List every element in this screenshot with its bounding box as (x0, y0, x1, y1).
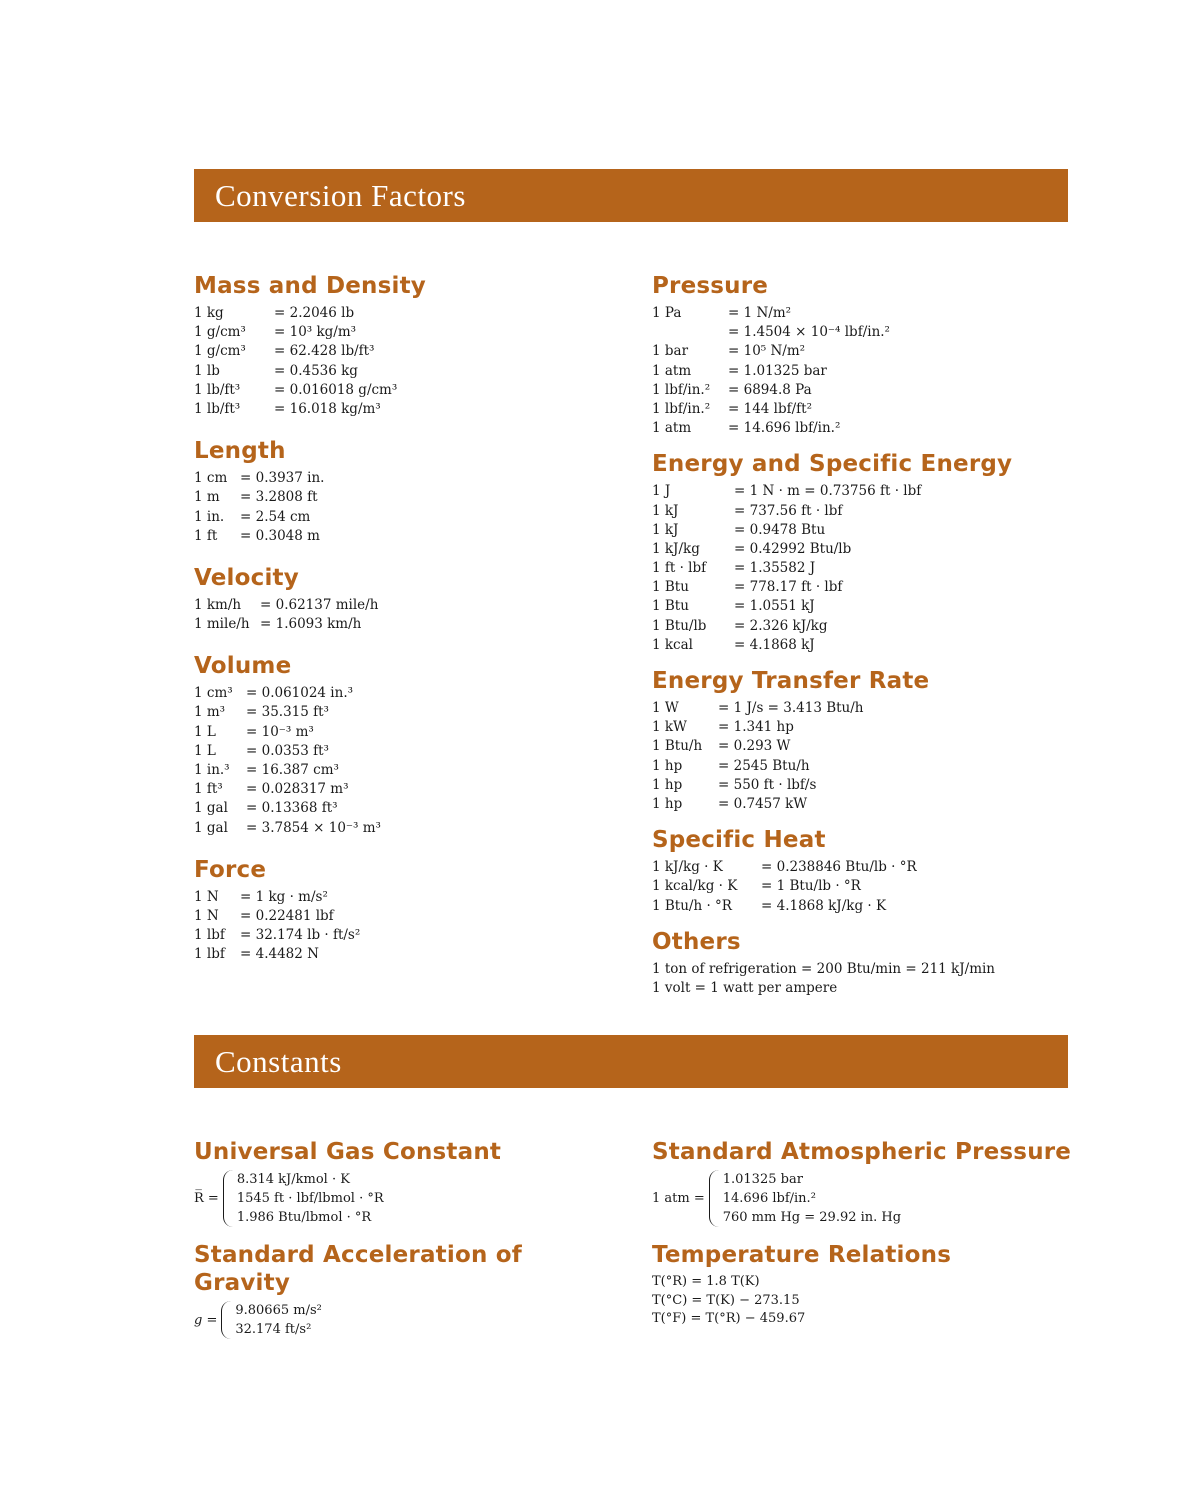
unit-value: = 32.174 lb · ft/s² (240, 927, 361, 944)
unit-label: 1 g/cm³ (194, 324, 246, 341)
gas-constant-value: 1.986 Btu/lbmol · °R (236, 1210, 372, 1225)
unit-label: 1 kJ/kg (652, 540, 700, 557)
conversion-rows (652, 699, 1072, 814)
brace-icon (223, 1170, 234, 1227)
unit-value: = 0.62137 mile/h (260, 596, 379, 613)
section-title: Force (194, 856, 267, 883)
atm-value: 1.01325 bar (722, 1172, 803, 1187)
gravity-values (194, 1301, 624, 1339)
unit-value: = 0.4536 kg (274, 362, 358, 379)
section-title: Energy and Specific Energy (652, 451, 1013, 478)
unit-value: = 6894.8 Pa (728, 381, 812, 398)
unit-label: 1 ft³ (194, 781, 223, 798)
section-title: Universal Gas Constant (194, 1139, 502, 1165)
unit-label: 1 Btu/h (652, 738, 703, 755)
unit-value: = 0.028317 m³ (246, 781, 349, 798)
unit-value: = 10⁵ N/m² (728, 343, 806, 360)
unit-value: = 14.696 lbf/in.² (728, 420, 841, 437)
unit-value: = 0.22481 lbf (240, 907, 334, 924)
unit-value: = 1.341 hp (718, 719, 794, 736)
unit-value: = 778.17 ft · lbf (734, 579, 843, 596)
unit-value: = 550 ft · lbf/s (718, 776, 817, 793)
unit-value: = 1.35582 J (734, 560, 816, 577)
unit-label: 1 lbf (194, 946, 225, 963)
pressure-section (652, 272, 1072, 438)
unit-label: 1 W (652, 700, 679, 716)
unit-label: 1 atm (652, 362, 692, 379)
section-title: Volume (194, 653, 292, 680)
mass-density-section (194, 272, 624, 419)
unit-label: 1 in. (194, 508, 225, 525)
brace-icon (709, 1170, 720, 1227)
unit-label: 1 J (652, 483, 671, 500)
unit-label: 1 lb/ft³ (194, 400, 241, 417)
section-title: Length (194, 438, 286, 465)
gas-constant-symbol: R̅ = (194, 1191, 219, 1206)
temperature-lines (652, 1273, 1072, 1329)
unit-label: 1 kcal (652, 636, 693, 653)
gas-constant-value: 8.314 kJ/kmol · K (236, 1172, 350, 1187)
section-title: Standard Acceleration of Gravity (194, 1242, 522, 1296)
unit-label: 1 gal (194, 800, 228, 817)
length-section (194, 437, 624, 546)
unit-value: = 0.293 W (718, 738, 791, 755)
unit-value: = 62.428 lb/ft³ (274, 343, 375, 360)
unit-value: = 737.56 ft · lbf (734, 502, 843, 519)
gravity-value: 9.80665 m/s² (235, 1303, 322, 1318)
atm-value: 14.696 lbf/in.² (722, 1191, 816, 1206)
volume-section (194, 652, 624, 838)
unit-label: 1 lb (194, 362, 220, 379)
force-section (194, 856, 624, 965)
brace-icon (221, 1301, 232, 1339)
unit-label: 1 m (194, 489, 220, 506)
unit-value: = 4.1868 kJ (734, 636, 815, 653)
unit-label: 1 Pa (652, 305, 682, 321)
unit-value: = 0.13368 ft³ (246, 800, 338, 817)
unit-value: = 16.018 kg/m³ (274, 400, 381, 417)
conversion-rows (194, 469, 624, 546)
unit-label: 1 kg (194, 305, 224, 321)
conversion-rows (194, 684, 624, 838)
gravity-symbol: g = (194, 1312, 218, 1328)
unit-value: = 0.016018 g/cm³ (274, 381, 398, 398)
unit-label: 1 ft · lbf (652, 560, 707, 577)
unit-value: = 2.2046 lb (274, 305, 355, 321)
gravity-value: 32.174 ft/s² (235, 1322, 312, 1337)
gas-constant-value: 1545 ft · lbf/lbmol · °R (236, 1191, 384, 1206)
temperature-relations-section (652, 1241, 1072, 1329)
velocity-section (194, 564, 624, 634)
section-title: Energy Transfer Rate (652, 668, 930, 694)
unit-label: 1 m³ (194, 704, 226, 721)
constants-left-column (194, 1138, 624, 1357)
unit-value: = 1 N · m = 0.73756 ft · lbf (734, 483, 922, 500)
unit-value: = 1 N/m² (728, 305, 792, 321)
unit-label: 1 hp (652, 795, 683, 812)
unit-label: 1 lbf (194, 927, 225, 944)
conversion-rows (652, 858, 1072, 916)
unit-label: 1 g/cm³ (194, 343, 246, 360)
conversion-rows (194, 304, 624, 419)
unit-label: 1 bar (652, 343, 689, 360)
unit-label: 1 in.³ (194, 762, 230, 778)
unit-label: 1 kJ (652, 502, 679, 519)
conversion-rows (652, 482, 1072, 655)
temperature-line: T(°R) = 1.8 T(K) (652, 1274, 760, 1289)
unit-label: 1 Btu (652, 579, 689, 596)
unit-label: 1 L (194, 723, 216, 740)
unit-value: = 0.061024 in.³ (246, 685, 354, 702)
atmospheric-pressure-section (652, 1138, 1072, 1227)
others-lines (652, 960, 1072, 1000)
atm-value: 760 mm Hg = 29.92 in. Hg (722, 1210, 902, 1225)
unit-label: 1 Btu (652, 598, 689, 615)
unit-label: 1 mile/h (194, 616, 250, 633)
unit-value: = 4.4482 N (240, 946, 319, 963)
unit-value: = 1.4504 × 10⁻⁴ lbf/in.² (728, 324, 890, 341)
unit-label: 1 cm³ (194, 685, 233, 702)
right-column (652, 272, 1072, 1017)
unit-label: 1 lb/ft³ (194, 381, 241, 398)
unit-label: 1 N (194, 907, 219, 924)
section-title: Velocity (194, 564, 299, 591)
others-line: 1 volt = 1 watt per ampere (652, 980, 838, 997)
unit-label: 1 atm (652, 420, 692, 437)
unit-value: = 10³ kg/m³ (274, 324, 357, 341)
unit-label: 1 kcal/kg · K (652, 878, 738, 895)
unit-value: = 144 lbf/ft² (728, 400, 812, 417)
unit-value: = 0.42992 Btu/lb (734, 540, 852, 557)
gravity-section (194, 1241, 624, 1339)
specific-heat-section (652, 826, 1072, 916)
conversion-rows (194, 596, 624, 634)
unit-label: 1 hp (652, 757, 683, 774)
atm-label: 1 atm = (652, 1191, 705, 1206)
unit-value: = 1 kg · m/s² (240, 888, 328, 905)
unit-value: = 0.9478 Btu (734, 521, 826, 538)
universal-gas-constant-section (194, 1138, 624, 1227)
unit-label: 1 Btu/lb (652, 617, 707, 634)
unit-label: 1 cm (194, 470, 228, 487)
others-line: 1 ton of refrigeration = 200 Btu/min = 211 kJ/min (652, 960, 996, 977)
unit-label: 1 lbf/in.² (652, 381, 711, 398)
temperature-line: T(°C) = T(K) − 273.15 (652, 1292, 800, 1308)
constants-right-column (652, 1138, 1072, 1347)
section-title: Others (652, 928, 741, 955)
conversion-rows (652, 304, 1072, 438)
unit-value: = 1.6093 km/h (260, 616, 362, 633)
unit-label: 1 km/h (194, 596, 242, 613)
gas-constant-values (194, 1170, 624, 1227)
others-section (652, 928, 1072, 1000)
energy-section (652, 450, 1072, 655)
unit-label (652, 323, 722, 342)
unit-value: = 2545 Btu/h (718, 757, 810, 774)
unit-value: = 2.326 kJ/kg (734, 617, 828, 634)
unit-label: 1 N (194, 888, 219, 905)
section-title: Temperature Relations (652, 1242, 952, 1268)
unit-label: 1 ft (194, 527, 218, 544)
unit-value: = 1 J/s = 3.413 Btu/h (718, 700, 864, 716)
unit-label: 1 kW (652, 719, 687, 736)
temperature-line: T(°F) = T(°R) − 459.67 (652, 1311, 806, 1326)
unit-label: 1 kJ/kg · K (652, 859, 723, 876)
unit-value: = 0.0353 ft³ (246, 742, 329, 759)
energy-transfer-rate-section (652, 667, 1072, 814)
unit-value: = 0.238846 Btu/lb · °R (761, 859, 917, 876)
unit-label: 1 L (194, 742, 216, 759)
conversion-rows (194, 888, 624, 965)
unit-label: 1 gal (194, 819, 228, 836)
unit-value: = 4.1868 kJ/kg · K (761, 897, 887, 914)
unit-label: 1 hp (652, 776, 683, 793)
unit-value: = 16.387 cm³ (246, 762, 339, 778)
unit-value: = 10⁻³ m³ (246, 723, 314, 740)
section-title: Specific Heat (652, 827, 826, 854)
unit-value: = 1.0551 kJ (734, 598, 815, 615)
unit-value: = 3.7854 × 10⁻³ m³ (246, 819, 381, 836)
conversion-factors-banner: Conversion Factors (194, 169, 1068, 222)
unit-value: = 0.3048 m (240, 527, 320, 544)
unit-label: 1 kJ (652, 521, 679, 538)
constants-banner: Constants (194, 1035, 1068, 1088)
unit-value: = 3.2808 ft (240, 489, 318, 506)
left-column (194, 272, 624, 983)
unit-value: = 2.54 cm (240, 508, 311, 525)
unit-label: 1 lbf/in.² (652, 400, 711, 417)
unit-value: = 0.7457 kW (718, 795, 808, 812)
unit-value: = 1.01325 bar (728, 362, 827, 379)
unit-label: 1 Btu/h · °R (652, 897, 732, 914)
unit-value: = 35.315 ft³ (246, 704, 329, 721)
unit-value: = 1 Btu/lb · °R (761, 878, 861, 895)
atm-values (652, 1170, 1072, 1227)
section-title: Pressure (652, 273, 769, 299)
section-title: Standard Atmospheric Pressure (652, 1139, 1072, 1165)
unit-value: = 0.3937 in. (240, 470, 325, 487)
section-title: Mass and Density (194, 273, 426, 299)
